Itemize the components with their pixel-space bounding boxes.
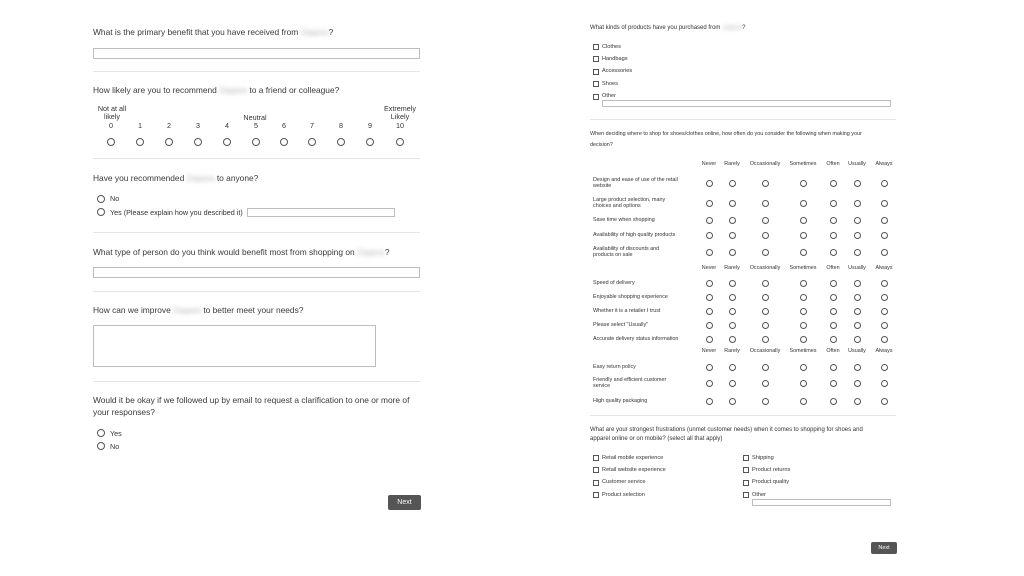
scale-number-8: 8 [339,121,343,130]
matrix-row-label [593,217,688,223]
matrix-radio-always[interactable] [881,200,888,207]
matrix-radio-rarely[interactable] [729,280,736,287]
matrix-radio-rarely[interactable] [729,232,736,239]
matrix-radio-often[interactable] [830,280,837,287]
column-header-usually: Usually [848,348,866,354]
matrix-radio-rarely[interactable] [729,180,736,187]
matrix-radio-sometimes[interactable] [800,322,807,329]
column-header-usually: Usually [848,161,866,167]
matrix-row-label [593,294,688,300]
matrix-radio-sometimes[interactable] [800,249,807,256]
divider [93,232,420,233]
matrix-radio-occasionally[interactable] [762,322,769,329]
matrix-radio-rarely[interactable] [729,336,736,343]
brand-name-blurred: Zappos [186,173,215,183]
question-text: What type of person do you think would benefit most from shopping on [93,247,355,257]
matrix-radio-usually[interactable] [854,364,861,371]
column-header-sometimes: Sometimes [789,348,817,354]
matrix-row-label-line: choices and options [593,203,641,210]
improve-textarea[interactable] [93,325,376,367]
matrix-row-label-line: Please select "Usually" [593,322,649,329]
radio-followup-yes[interactable] [97,429,105,437]
matrix-radio-occasionally[interactable] [762,232,769,239]
matrix-radio-occasionally[interactable] [762,336,769,343]
matrix-row-label [593,246,688,259]
matrix-radio-always[interactable] [881,308,888,315]
matrix-radio-occasionally[interactable] [762,249,769,256]
divider [590,119,896,120]
question-follow-up-line2: your responses? [93,407,155,417]
matrix-row-label-line: Availability of discounts and [593,246,660,253]
scale-number-7: 7 [310,121,314,130]
matrix-radio-sometimes[interactable] [800,280,807,287]
matrix-radio-occasionally[interactable] [762,364,769,371]
matrix-row-label-line: products on sale [593,252,633,259]
scale-radio-8[interactable] [337,138,345,146]
checkbox-shoes[interactable] [593,81,599,87]
matrix-radio-occasionally[interactable] [762,180,769,187]
column-header-always: Always [875,161,893,167]
checkbox-label-clothes: Clothes [602,43,621,50]
scale-radio-1[interactable] [136,138,144,146]
recommend-explain-input[interactable] [247,208,395,217]
matrix-radio-sometimes[interactable] [800,380,807,387]
checkbox-label-product-quality: Product quality [752,479,790,486]
matrix-radio-usually[interactable] [854,217,861,224]
primary-benefit-input[interactable] [93,48,420,59]
matrix-radio-sometimes[interactable] [800,200,807,207]
scale-number-2: 2 [167,121,171,130]
matrix-radio-rarely[interactable] [729,364,736,371]
matrix-row-label-line: Friendly and efficient customer [593,377,667,384]
matrix-radio-usually[interactable] [854,398,861,405]
matrix-radio-rarely[interactable] [729,217,736,224]
matrix-radio-rarely[interactable] [729,249,736,256]
matrix-radio-never[interactable] [706,322,713,329]
column-header-never: Never [701,348,717,354]
question-text: How likely are you to recommend [93,85,217,95]
matrix-row-label-line: Large product selection, many [593,197,666,204]
column-header-always: Always [875,265,893,271]
scale-radio-7[interactable] [308,138,316,146]
matrix-radio-usually[interactable] [854,294,861,301]
question-frustrations-line2: apparel online or on mobile? (select all that apply) [590,436,723,442]
matrix-radio-never[interactable] [706,398,713,405]
matrix-radio-rarely[interactable] [729,380,736,387]
checkbox-label-shoes: Shoes [602,80,618,87]
scale-number-0: 0 [109,121,113,130]
column-header-rarely: Rarely [724,161,740,167]
brand-name-blurred: Zappos [356,247,385,257]
matrix-radio-usually[interactable] [854,322,861,329]
matrix-radio-always[interactable] [881,217,888,224]
matrix-radio-rarely[interactable] [729,322,736,329]
matrix-row-label [593,280,688,286]
question-suffix: ? [384,247,390,257]
question-frustrations-line1: What are your strongest frustrations (unmet customer needs) when it comes to shopping for shoes and [590,427,863,433]
matrix-radio-usually[interactable] [854,180,861,187]
matrix-radio-sometimes[interactable] [800,398,807,405]
matrix-row-label-line: Availability of high quality products [593,232,676,239]
scale-low-label: Not at all likely [97,104,127,121]
next-button-right[interactable]: Next [871,542,897,554]
column-header-rarely: Rarely [724,348,740,354]
matrix-radio-always[interactable] [881,398,888,405]
matrix-radio-occasionally[interactable] [762,294,769,301]
scale-radio-2[interactable] [165,138,173,146]
matrix-row-label-line: Accurate delivery status information [593,336,679,343]
matrix-radio-always[interactable] [881,322,888,329]
matrix-radio-rarely[interactable] [729,308,736,315]
checkbox-customer-service[interactable] [593,480,599,486]
column-header-occasionally: Occasionally [749,348,781,354]
scale-number-5: 5 [254,121,258,130]
checkbox-label-shipping: Shipping [752,454,774,461]
matrix-row-label-line: Whether it is a retailer I trust [593,308,661,315]
matrix-radio-often[interactable] [830,200,837,207]
matrix-radio-often[interactable] [830,232,837,239]
matrix-radio-always[interactable] [881,180,888,187]
column-header-rarely: Rarely [724,265,740,271]
radio-recommended-no[interactable] [97,195,105,203]
matrix-radio-rarely[interactable] [729,398,736,405]
matrix-row-label [593,232,688,238]
column-header-never: Never [701,265,717,271]
matrix-radio-never[interactable] [706,294,713,301]
option-label-yes: Yes [110,429,122,438]
matrix-radio-often[interactable] [830,294,837,301]
question-person-type [93,247,390,257]
matrix-radio-never[interactable] [706,380,713,387]
brand-name-blurred: Zappos [300,27,329,37]
next-button[interactable]: Next [388,495,421,510]
checkbox-label-other: Other [602,93,616,100]
checkbox-label-retail-website-experience: Retail website experience [602,466,666,473]
scale-number-3: 3 [196,121,200,130]
matrix-radio-often[interactable] [830,322,837,329]
matrix-row-label [593,322,688,328]
question-suffix: ? [328,27,334,37]
matrix-radio-usually[interactable] [854,280,861,287]
matrix-radio-rarely[interactable] [729,200,736,207]
checkbox-handbags[interactable] [593,56,599,62]
matrix-radio-never[interactable] [706,249,713,256]
matrix-radio-often[interactable] [830,308,837,315]
question-text: Have you recommended [93,173,185,183]
matrix-radio-never[interactable] [706,364,713,371]
matrix-radio-never[interactable] [706,308,713,315]
matrix-radio-never[interactable] [706,200,713,207]
column-header-sometimes: Sometimes [789,265,817,271]
question-frequency-line2: decision? [590,142,613,148]
divider [590,415,896,416]
matrix-radio-usually[interactable] [854,336,861,343]
matrix-row-label [593,308,688,314]
matrix-radio-often[interactable] [830,380,837,387]
checkbox-accessories[interactable] [593,69,599,75]
matrix-radio-usually[interactable] [854,380,861,387]
matrix-row-label-line: website [593,183,612,190]
matrix-radio-never[interactable] [706,232,713,239]
matrix-row-label [593,398,688,404]
column-header-usually: Usually [848,265,866,271]
question-frequency-line1: When deciding where to shop for shoes/clothes online, how often do you consider the following when making your [590,131,862,137]
matrix-radio-sometimes[interactable] [800,294,807,301]
divider [93,381,420,382]
matrix-row-label-line: service [593,383,611,390]
question-text: How can we improve [93,305,171,315]
scale-number-1: 1 [138,121,142,130]
question-suffix: ? [742,25,746,31]
checkbox-other[interactable] [743,492,749,498]
checkbox-label-accessories: Accessories [602,68,633,75]
matrix-radio-never[interactable] [706,336,713,343]
question-have-recommended [93,173,258,183]
column-header-often: Often [826,265,840,271]
checkbox-label-product-returns: Product returns [752,466,791,473]
radio-followup-no[interactable] [97,442,105,450]
column-header-often: Often [826,348,840,354]
scale-mid-label: Neutral [243,113,267,122]
column-header-occasionally: Occasionally [749,161,781,167]
matrix-radio-always[interactable] [881,294,888,301]
scale-high-label: Extremely Likely [384,104,416,121]
matrix-radio-sometimes[interactable] [800,232,807,239]
matrix-radio-often[interactable] [830,364,837,371]
matrix-radio-occasionally[interactable] [762,398,769,405]
matrix-radio-never[interactable] [706,217,713,224]
matrix-radio-sometimes[interactable] [800,217,807,224]
matrix-radio-sometimes[interactable] [800,336,807,343]
matrix-row-label-line: Enjoyable shopping experience [593,294,668,301]
option-label-yes-explain: Yes (Please explain how you described it) [110,208,243,217]
checkbox-label-product-selection: Product selection [602,491,645,498]
scale-radio-4[interactable] [223,138,231,146]
checkbox-clothes[interactable] [593,44,599,50]
frustrations-other-input[interactable] [752,499,891,506]
divider [93,158,420,159]
question-products-purchased [590,25,745,31]
checkbox-other[interactable] [593,94,599,100]
matrix-row-label [593,377,688,390]
scale-number-10: 10 [396,121,404,130]
matrix-radio-usually[interactable] [854,200,861,207]
matrix-row-label [593,197,688,210]
matrix-row-label-line: High quality packaging [593,398,648,405]
column-header-sometimes: Sometimes [789,161,817,167]
matrix-radio-always[interactable] [881,380,888,387]
matrix-radio-rarely[interactable] [729,294,736,301]
matrix-radio-often[interactable] [830,336,837,343]
matrix-radio-sometimes[interactable] [800,308,807,315]
column-header-often: Often [826,161,840,167]
checkbox-product-returns[interactable] [743,467,749,473]
matrix-row-label-line: Speed of delivery [593,280,635,287]
question-text: What kinds of products have you purchased from [590,25,721,31]
matrix-radio-always[interactable] [881,249,888,256]
checkbox-label-handbags: Handbags [602,55,628,62]
matrix-row-label [593,364,688,370]
checkbox-retail-website-experience[interactable] [593,467,599,473]
matrix-radio-sometimes[interactable] [800,364,807,371]
matrix-radio-often[interactable] [830,180,837,187]
scale-number-4: 4 [225,121,229,130]
matrix-row-label-line: Design and ease of use of the retail [593,177,678,184]
matrix-radio-often[interactable] [830,249,837,256]
matrix-row-label [593,177,688,190]
matrix-radio-sometimes[interactable] [800,180,807,187]
brand-name-blurred: Zappos [219,85,248,95]
question-improve [93,305,303,315]
matrix-radio-never[interactable] [706,280,713,287]
question-primary-benefit [93,27,333,37]
question-recommend-likelihood [93,85,339,95]
radio-recommended-yes[interactable] [97,208,105,216]
column-header-always: Always [875,348,893,354]
matrix-radio-occasionally[interactable] [762,280,769,287]
question-follow-up-line1: Would it be okay if we followed up by email to request a clarification to one or more of [93,395,410,405]
column-header-occasionally: Occasionally [749,265,781,271]
checkbox-shipping[interactable] [743,455,749,461]
matrix-radio-always[interactable] [881,280,888,287]
checkbox-product-selection[interactable] [593,492,599,498]
question-suffix: to anyone? [216,173,259,183]
scale-number-9: 9 [368,121,372,130]
question-text: What is the primary benefit that you have received from [93,27,299,37]
brand-name-blurred: Zappos [173,305,201,315]
matrix-radio-always[interactable] [881,232,888,239]
matrix-radio-occasionally[interactable] [762,217,769,224]
matrix-radio-usually[interactable] [854,249,861,256]
matrix-radio-occasionally[interactable] [762,380,769,387]
matrix-radio-always[interactable] [881,336,888,343]
matrix-radio-often[interactable] [830,398,837,405]
checkbox-label-retail-mobile-experience: Retail mobile experience [602,454,664,461]
brand-name-blurred: Zappos [722,25,743,31]
matrix-row-label-line: Easy return policy [593,364,636,371]
scale-radio-10[interactable] [396,138,404,146]
checkbox-retail-mobile-experience[interactable] [593,455,599,461]
scale-number-6: 6 [282,121,286,130]
scale-radio-6[interactable] [280,138,288,146]
scale-radio-3[interactable] [194,138,202,146]
matrix-radio-never[interactable] [706,180,713,187]
option-label-no: No [110,194,120,203]
matrix-radio-usually[interactable] [854,308,861,315]
matrix-row-label [593,336,688,342]
scale-radio-9[interactable] [366,138,374,146]
divider [93,71,420,72]
matrix-radio-usually[interactable] [854,232,861,239]
option-label-no: No [110,442,120,451]
checkbox-label-customer-service: Customer service [602,479,646,486]
matrix-radio-occasionally[interactable] [762,200,769,207]
matrix-radio-always[interactable] [881,364,888,371]
column-header-never: Never [701,161,717,167]
checkbox-product-quality[interactable] [743,480,749,486]
scale-radio-5[interactable] [252,138,260,146]
person-type-input[interactable] [93,267,420,278]
matrix-row-label-line: Save time when shopping [593,217,655,224]
matrix-radio-occasionally[interactable] [762,308,769,315]
divider [93,291,420,292]
products-other-input[interactable] [602,100,891,107]
question-suffix: to better meet your needs? [203,305,304,315]
matrix-radio-often[interactable] [830,217,837,224]
checkbox-label-other: Other [752,491,766,498]
scale-radio-0[interactable] [107,138,115,146]
question-suffix: to a friend or colleague? [249,85,340,95]
